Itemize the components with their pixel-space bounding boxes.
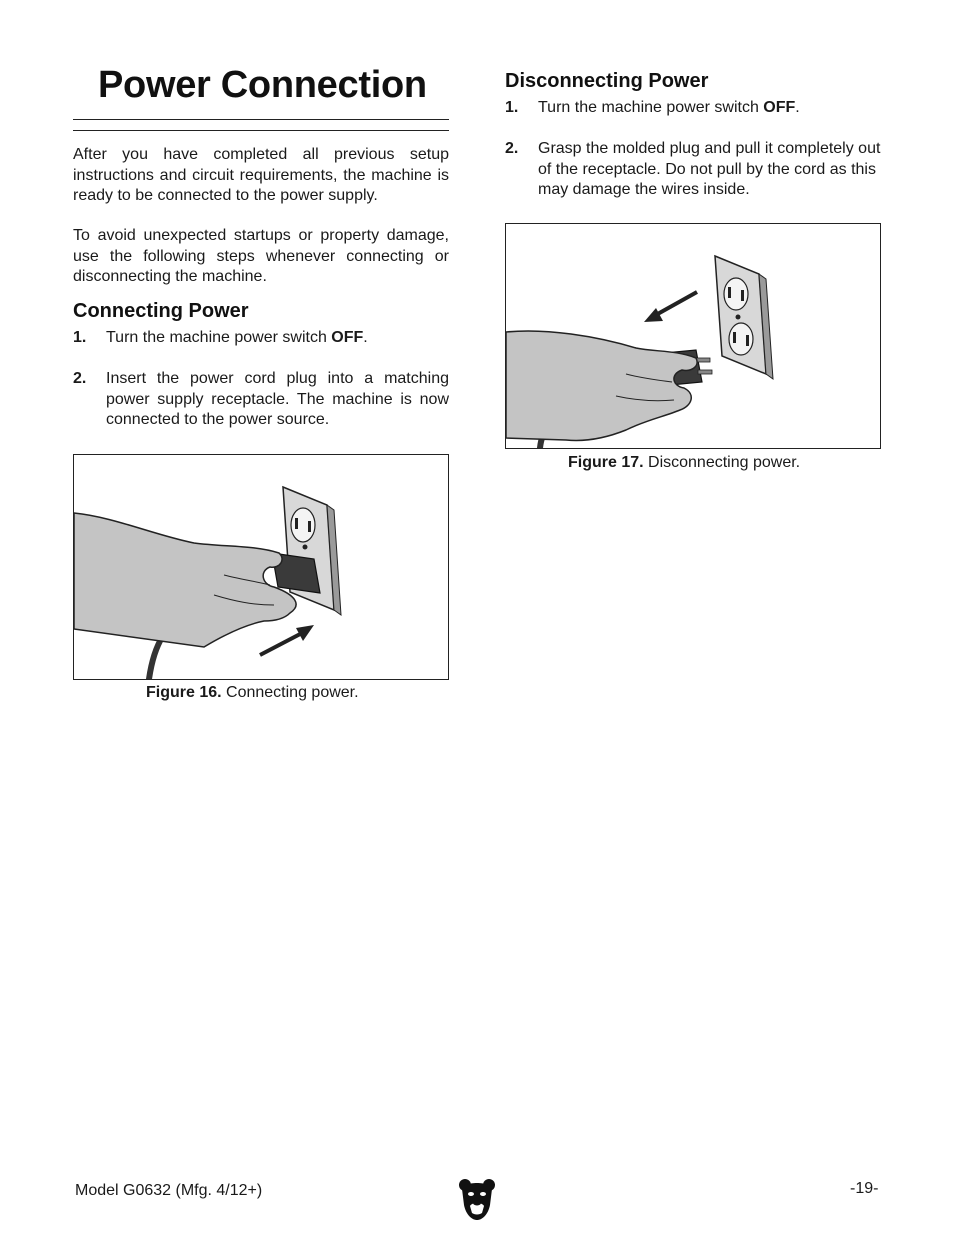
- disconnecting-power-illustration: [506, 224, 880, 448]
- footer-model: Model G0632 (Mfg. 4/12+): [75, 1182, 263, 1199]
- footer-page-number: -19-: [850, 1180, 879, 1197]
- step-number: 1.: [505, 99, 519, 116]
- figure-16-caption: Figure 16. Connecting power.: [146, 684, 359, 701]
- title-rule-bottom: [73, 130, 449, 131]
- step-text: Insert the power cord plug into a matching power supply receptacle. The machine is now connected to the power source.: [106, 370, 449, 428]
- connecting-step-1: [73, 328, 449, 350]
- figure-16-connecting-illustration: [73, 454, 449, 680]
- disconnecting-step-1: [505, 98, 882, 120]
- connecting-step-2: [73, 369, 449, 431]
- step-number: 1.: [73, 329, 87, 346]
- figure-17-caption: Figure 17. Disconnecting power.: [568, 454, 801, 471]
- intro-paragraph-2: To avoid unexpected startups or property damage, use the following steps whenever connecting or disconnecting the machine.: [73, 227, 449, 285]
- bear-logo-icon: [458, 1177, 496, 1221]
- title-rule-top: [73, 119, 449, 120]
- step-number: 2.: [73, 370, 87, 387]
- step-text: Turn the machine power switch OFF.: [538, 99, 800, 116]
- step-text: Grasp the molded plug and pull it completely out of the receptacle. Do not pull by the cord as this may damage the wires inside.: [538, 140, 881, 198]
- connecting-heading: Connecting Power: [73, 300, 249, 322]
- step-text: Turn the machine power switch OFF.: [106, 329, 368, 346]
- page-title: Power Connection: [98, 64, 427, 106]
- disconnecting-heading: Disconnecting Power: [505, 70, 709, 92]
- disconnecting-step-2: [505, 139, 882, 201]
- step-number: 2.: [505, 140, 519, 157]
- intro-paragraph-1: After you have completed all previous setup instructions and circuit requirements, the machine is ready to be connected to the power supply.: [73, 146, 449, 204]
- connecting-power-illustration: [74, 455, 448, 679]
- figure-17-disconnecting-illustration: [505, 223, 881, 449]
